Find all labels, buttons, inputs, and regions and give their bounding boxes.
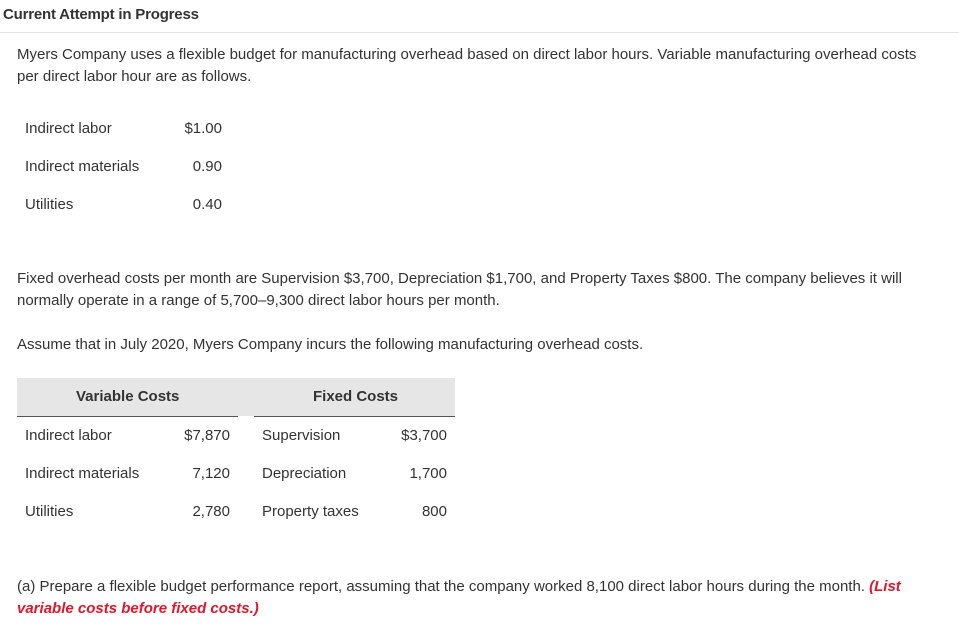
part-a-text: (a) Prepare a flexible budget performance report, assuming that the company worked 8,100 direct labor hours during the month.	[17, 578, 870, 595]
fixed-cost-label: Supervision	[262, 427, 341, 444]
fixed-cost-label: Depreciation	[262, 465, 347, 482]
intro-paragraph: Myers Company uses a flexible budget for manufacturing overhead based on direct labor hours. Variable manufacturing overhead costs per direct labor hour are as follows.	[17, 46, 917, 85]
variable-cost-value: $7,870	[184, 427, 230, 444]
rate-label: Utilities	[25, 196, 74, 213]
rate-label: Indirect labor	[25, 120, 112, 137]
assumption-paragraph: Assume that in July 2020, Myers Company incurs the following manufacturing overhead costs.	[17, 336, 644, 353]
fixed-costs-heading: Fixed Costs	[313, 388, 399, 405]
rate-label: Indirect materials	[25, 158, 140, 175]
variable-cost-label: Utilities	[25, 503, 74, 520]
fixed-cost-label: Property taxes	[262, 503, 359, 520]
attempt-status-title: Current Attempt in Progress	[3, 6, 199, 23]
rate-value: 0.40	[192, 196, 222, 213]
attempt-header	[0, 0, 959, 33]
rate-value: $1.00	[184, 120, 222, 137]
rate-value: 0.90	[192, 158, 222, 175]
variable-cost-value: 2,780	[192, 503, 230, 520]
rate-row	[0, 119, 240, 139]
fixed-costs-paragraph: Fixed overhead costs per month are Supervision $3,700, Depreciation $1,700, and Property Taxes $800. The company believes it will normally operate in a range of 5,700–9,300 direct labor hours per month.	[17, 270, 902, 309]
variable-cost-value: 7,120	[192, 465, 230, 482]
variable-cost-label: Indirect labor	[25, 427, 112, 444]
fixed-cost-value: 1,700	[409, 465, 447, 482]
variable-costs-header	[17, 378, 238, 417]
fixed-cost-value: $3,700	[401, 427, 447, 444]
variable-costs-heading: Variable Costs	[76, 388, 180, 405]
rate-row	[0, 157, 240, 177]
variable-cost-label: Indirect materials	[25, 465, 140, 482]
fixed-cost-value: 800	[421, 503, 447, 520]
table-row	[0, 464, 470, 484]
table-row	[0, 502, 470, 522]
header-gap	[238, 378, 254, 416]
part-a-instruction	[17, 576, 947, 620]
rate-row	[0, 195, 240, 215]
table-row	[0, 426, 470, 446]
fixed-costs-header	[254, 378, 455, 417]
part-a-note: (List variable costs before fixed costs.)	[17, 578, 901, 617]
